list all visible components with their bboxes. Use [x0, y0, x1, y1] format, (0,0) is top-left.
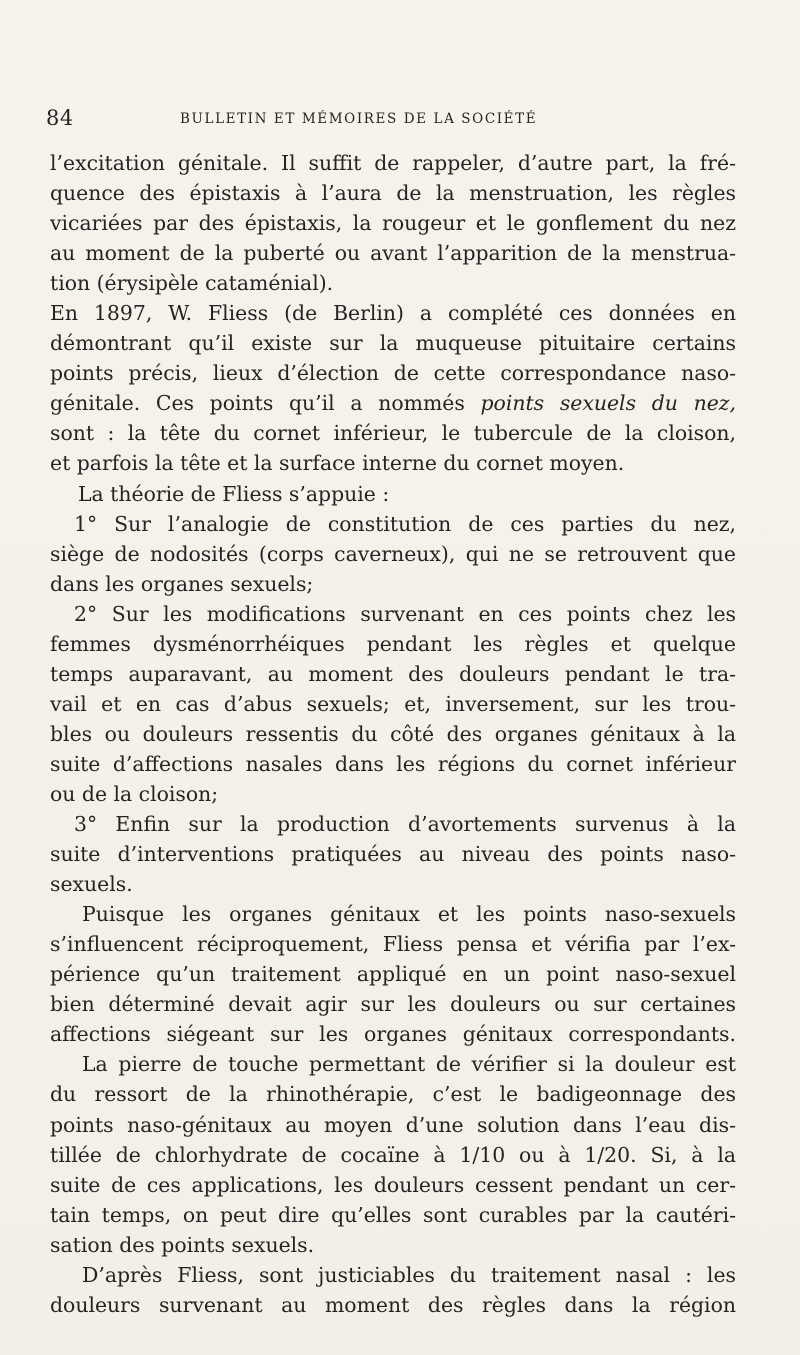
text-line: sation des points sexuels.	[50, 1232, 315, 1257]
text-line: l’excitation génitale. Il suffit de rappeler, d’autre part, la fré-	[50, 151, 736, 175]
text-line: points naso-génitaux au moyen d’une solution dans l’eau dis-	[50, 1112, 736, 1137]
running-head	[46, 106, 746, 134]
text-line: siège de nodosités (corps caverneux), qui ne se retrouvent que	[50, 541, 736, 566]
text-line: femmes dysménorrhéiques pendant les règles et quelque	[50, 631, 736, 656]
text-line: En 1897, W. Fliess (de Berlin) a complété ces données en	[50, 301, 736, 326]
text-line: et parfois la tête et la surface interne du cornet moyen.	[50, 451, 625, 476]
text-line: tion (érysipèle cataménial).	[50, 271, 334, 296]
text-line: s’influencent réciproquement, Fliess pensa et vérifia par l’ex-	[50, 932, 736, 957]
text-line: périence qu’un traitement appliqué en un point naso-sexuel	[50, 962, 736, 987]
text-line: suite d’affections nasales dans les régions du cornet inférieur	[50, 751, 736, 776]
text-line: suite d’interventions pratiquées au niveau des points naso-	[50, 842, 736, 867]
list-item-line: 1° Sur l’analogie de constitution de ces parties du nez,	[74, 511, 736, 536]
text-line: sexuels.	[50, 872, 133, 897]
text-line: douleurs survenant au moment des règles dans la région	[50, 1292, 736, 1317]
list-item-line: 3° Enfin sur la production d’avortements survenus à la	[74, 812, 736, 837]
text-line: du ressort de la rhinothérapie, c’est le badigeonnage des	[50, 1082, 736, 1107]
list-item-line: 2° Sur les modifications survenant en ces points chez les	[74, 601, 736, 626]
text-line: quence des épistaxis à l’aura de la menstruation, les règles	[50, 181, 736, 206]
text-line: bles ou douleurs ressentis du côté des organes génitaux à la	[50, 721, 736, 746]
text-line: au moment de la puberté ou avant l’apparition de la menstrua-	[50, 241, 736, 266]
text-line: ou de la cloison;	[50, 781, 219, 806]
body-text	[50, 148, 736, 1320]
text-line	[50, 388, 736, 418]
text-line: vail et en cas d’abus sexuels; et, inversement, sur les trou-	[50, 691, 736, 716]
text-line: dans les organes sexuels;	[50, 571, 314, 596]
text-line: démontrant qu’il existe sur la muqueuse pituitaire certains	[50, 331, 736, 356]
text-line: points précis, lieux d’élection de cette correspondance naso-	[50, 361, 736, 386]
text-line: vicariées par des épistaxis, la rougeur et le gonflement du nez	[50, 211, 736, 236]
text-line: tillée de chlorhydrate de cocaïne à 1/10 ou à 1/20. Si, à la	[50, 1142, 736, 1167]
italic-term: points sexuels du nez,	[480, 391, 736, 416]
text-line: Puisque les organes génitaux et les points naso-sexuels	[82, 902, 736, 927]
text-segment: génitale. Ces points qu’il a nommés	[50, 391, 481, 416]
page-number: 84	[46, 106, 74, 130]
text-line: La pierre de touche permettant de vérifier si la douleur est	[82, 1052, 736, 1077]
text-line: bien déterminé devait agir sur les douleurs ou sur certaines	[50, 992, 736, 1017]
text-line: affections siégeant sur les organes génitaux correspondants.	[50, 1022, 736, 1047]
text-line: sont : la tête du cornet inférieur, le tubercule de la cloison,	[50, 421, 736, 446]
text-line: tain temps, on peut dire qu’elles sont curables par la cautéri-	[50, 1202, 736, 1227]
text-line: suite de ces applications, les douleurs cessent pendant un cer-	[50, 1172, 736, 1197]
text-line: La théorie de Fliess s’appuie :	[78, 481, 390, 506]
text-line: temps auparavant, au moment des douleurs pendant le tra-	[50, 661, 736, 686]
text-line: D’après Fliess, sont justiciables du traitement nasal : les	[82, 1262, 736, 1287]
running-title: BULLETIN ET MÉMOIRES DE LA SOCIÉTÉ	[180, 111, 538, 127]
